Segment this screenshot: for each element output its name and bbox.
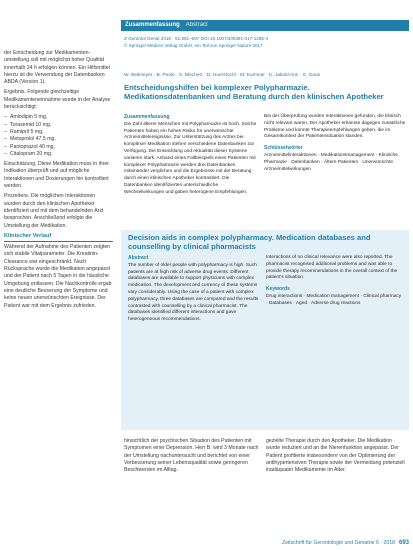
page-number: 693: [398, 540, 409, 546]
left-paragraph-4: Prozedere. Die möglichen Interaktionen wurden durch den klinischen Apotheker identifiziert und mit dem behandelnden Arzt besprochen. Anschließend erfolgte die Umstellung der Medikation.: [4, 193, 104, 229]
body-paragraph: gezielte Therapie durch den Apotheker. Die Medikation wurde reduziert und an die Nierenfunktion angepasst. Der Patient profitierte insbesondere von der Optimierung der antihypertensiven Therapie sowie der Vermeidung potenziell inadäquater Medikamente im Alter.: [266, 438, 405, 474]
body-column-2: [124, 438, 259, 474]
body-column-3: [266, 438, 406, 474]
medication-item: – Citalopram 20 mg.: [4, 151, 113, 158]
english-abstract-paragraph-2: Interactions of no clinical relevance were also reported. The pharmacist recognised additional problems and was able to provide therapy recommendations in the overall context of the patient's situation.: [266, 255, 398, 281]
english-title: Decision aids in complex polypharmacy. Medication databases and counselling by clinical pharmacists: [128, 233, 371, 251]
english-keywords-heading: Keywords: [266, 286, 290, 293]
english-abstract-left: [128, 255, 260, 328]
english-abstract-right: [266, 255, 404, 312]
header-section-en: Abstract: [185, 22, 208, 28]
body-paragraph: hinsichtlich der psychischen Situation des Patienten mit Symptomen einer Depression. Herr B. wird 3 Monate nach der Umstellung nachuntersucht und berichtet von einer Verbesserung seiner Lebensqualität sowie geringeren Beschwerden im Alltag.: [124, 438, 259, 474]
german-abstract-paragraph-2: Bei der Überprüfung wurden Interaktionen gefunden, die klinisch nicht relevant waren. Der Apotheker erkannte dagegen zusätzliche Probleme und konnte Therapieempfehlungen geben, die im Gesamtkontext der Patientensituation standen.: [264, 114, 406, 140]
german-abstract-heading: Zusammenfassung: [124, 114, 170, 120]
left-column: [4, 50, 113, 313]
medication-item: – Amlodipin 5 mg,: [4, 114, 113, 121]
medication-item: – Metoprolol 47,5 mg,: [4, 136, 113, 143]
journal-name: Zeitschrift für Gerontologie und Geriatrie 6 · 2018: [281, 540, 395, 546]
medication-item: – Torasemid 10 mg,: [4, 122, 113, 129]
german-abstract-right: [264, 114, 407, 177]
medication-item: – Ramipril 5 mg,: [4, 129, 113, 136]
german-abstract-paragraph: Die Zahl älterer Menschen mit Polypharmazie ist hoch. Solche Patienten haben ein hohes Risiko für unerwünschte Arzneimittelereignisse. Zur Unterstützung des Arztes bei komplexer Medikation stehen verschiedene Datenbanken zur Verfügung. Die Entwicklung und Aktualität dieser Systeme variieren stark. Anhand eines Fallbeispiels eines Patienten mit komplexer Polypharmazie werden drei Datenbanken miteinander verglichen und die Ergebnisse mit der Beratung durch einen klinischen Apotheker kontrastiert. Die Datenbanken identifizierten unterschiedliche Wechselwirkungen und gaben heterogene Empfehlungen.: [124, 121, 257, 195]
left-paragraph-5: Während der Aufnahme des Patienten zeigten sich stabile Vitalparameter. Die Kreatinin-Clearance war eingeschränkt. Nach Rücksprache wurde die Medikation angepasst und der Patient nach 5 Tagen in die häusliche Umgebung entlassen. Die Nachkontrolle ergab eine deutliche Besserung der Symptome und keine neuen unerwünschten Ereignisse. Der Patient war mit dem Ergebnis zufrieden.: [4, 244, 112, 309]
german-abstract-left: [124, 114, 259, 201]
english-abstract-paragraph: The number of older people with polypharmacy is high. Such patients are at high risk of adverse drug events. Different databases are available to support physicians with complex medication. The development and currency of these systems vary considerably. Using the case of a patient with complex polypharmacy, three databases are compared and the results contrasted with counselling by a clinical pharmacist. The databases identified different interactions and gave heterogeneous recommendations.: [128, 262, 259, 323]
copyright-line: © Springer Medizin Verlag GmbH, ein Teil von Springer Nature 2017: [124, 43, 263, 48]
section-heading-verlauf: Klinischer Verlauf: [4, 233, 113, 242]
citation-line: Z Gerontol Geriat 2018 · 51:691–697 DOI 10.1007/s00391-017-1285-4: [124, 36, 269, 41]
english-abstract-heading: Abstract: [128, 255, 149, 261]
german-title: Entscheidungshilfen bei komplexer Polypharmazie. Medikationsdatenbanken und Beratung durch den klinischen Apotheker: [124, 83, 384, 101]
left-paragraph-1: der Entscheidung zur Medikamenten-umstellung soll mit möglichst hoher Qualität innerhalb 24 h erfolgen können. Ein Hilfsmittel hierzu ist die Verwendung der Datenbanken ABDA (Version 1).: [4, 50, 110, 86]
left-paragraph-2: Ergebnis. Folgende gleichzeitige Medikamenteneinnahme wurde in der Analyse berücksichtigt:: [4, 89, 111, 111]
german-keywords-heading: Schlüsselwörter: [264, 145, 303, 152]
english-keywords: Drug interactions · Medication management · Clinical pharmacy · Databases · Aged · Adverse drug reactions: [266, 293, 402, 306]
author-list: W. Walmeyer · B. Poole · S. Blechert · D. Huerstochl · M. Kummer · K. Jakobi-rinn · S. Gaus: [124, 73, 321, 78]
medication-list: [4, 114, 113, 158]
abstract-header-bar: [121, 20, 409, 31]
left-paragraph-3: Einschätzung. Diese Medikation muss in ihrer Indikation überprüft und auf mögliche Interaktionen und Dosierungen hin kontrolliert werden.: [4, 161, 109, 190]
header-section-de: Zusammenfassung: [125, 22, 180, 28]
citation-meta: [124, 36, 406, 50]
page-footer: [282, 540, 409, 546]
german-keywords: Arzneimittelinteraktionen · Medikationsmanagement · Klinische Pharmazie · Datenbanken · Ältere Patienten · Unerwünschte Arzneimittelwirkungen: [264, 152, 398, 172]
medication-item: – Pantoprazol 40 mg,: [4, 144, 113, 151]
